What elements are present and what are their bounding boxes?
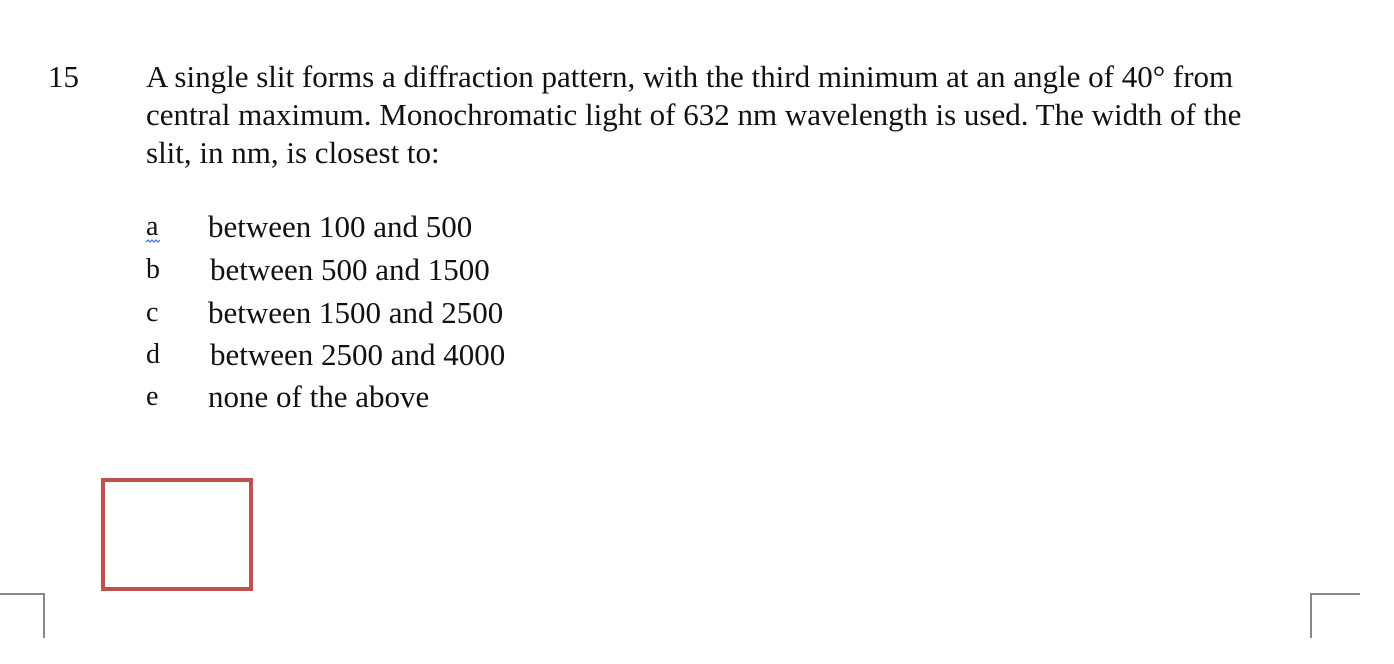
option-text: none of the above bbox=[208, 379, 430, 414]
page-corner-mark-left-icon bbox=[0, 593, 45, 638]
option-text: between 100 and 500 bbox=[208, 209, 473, 244]
spellcheck-underline-icon bbox=[146, 239, 160, 244]
question-text bbox=[146, 58, 1326, 172]
option-letter: b bbox=[146, 254, 160, 285]
question-line: A single slit forms a diffraction pattern, with the third minimum at an angle of 40° from bbox=[146, 59, 1234, 94]
answer-box[interactable] bbox=[101, 478, 253, 591]
option-text: between 2500 and 4000 bbox=[210, 337, 506, 372]
option-letter: c bbox=[146, 297, 159, 328]
page-corner-mark-right-icon bbox=[1310, 593, 1360, 638]
option-letter-text: a bbox=[146, 211, 159, 242]
option-letter bbox=[146, 209, 176, 245]
option-text: between 500 and 1500 bbox=[210, 252, 490, 287]
question-number: 15 bbox=[48, 59, 79, 94]
option-letter: e bbox=[146, 381, 159, 412]
option-text: between 1500 and 2500 bbox=[208, 295, 504, 330]
question-line: central maximum. Monochromatic light of 632 nm wavelength is used. The width of the bbox=[146, 97, 1242, 132]
question-line: slit, in nm, is closest to: bbox=[146, 135, 440, 170]
option-letter: d bbox=[146, 339, 160, 370]
